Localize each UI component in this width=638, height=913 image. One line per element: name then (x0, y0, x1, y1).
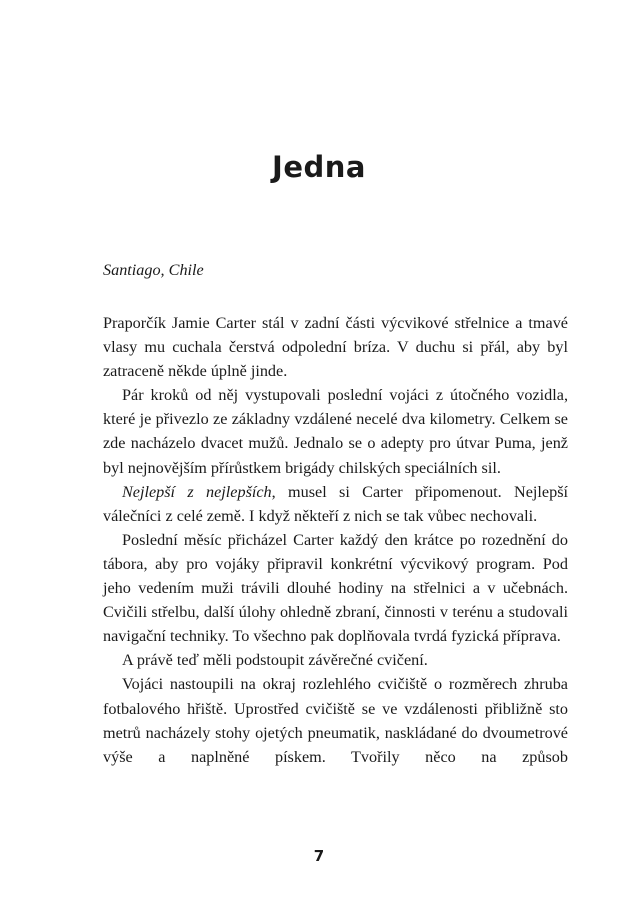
paragraph: Pár kroků od něj vystupovali poslední vojáci z útočného vozidla, které je přivezlo ze základny vzdálené necelé dva kilometry. Celkem se zde nacházelo dvacet mužů. Jednalo se o adepty pro útvar Puma, jenž byl nejnovějším přírůstkem brigády chilských speciálních sil. (103, 386, 568, 477)
place-heading: Santiago, Chile (103, 261, 204, 279)
body-text (103, 311, 568, 769)
chapter-title: Jedna (272, 150, 366, 184)
page-number: 7 (313, 847, 325, 865)
paragraph: Vojáci nastoupili na okraj rozlehlého cvičiště o rozměrech zhruba fotbalového hřiště. Uprostřed cvičiště se ve vzdálenosti přibližně sto metrů nacházely stohy ojetých pneumatik, naskládané do dvoumetrové výše a naplněné pískem. Tvořily něco na způsob (103, 675, 568, 766)
paragraph: Poslední měsíc přicházel Carter každý den krátce po rozednění do tábora, aby pro vojáky připravil konkrétní výcvikový program. Pod jeho vedením muži trávili dlouhé hodiny na střelnici a v učebnách. Cvičili střelbu, další úlohy ohledně zbraní, činnosti v terénu a studovali navigační techniky. To všechno pak doplňovala tvrdá fyzická příprava. (103, 530, 568, 646)
paragraph: A právě teď měli podstoupit závěrečné cvičení. (122, 651, 428, 670)
paragraph: Praporčík Jamie Carter stál v zadní části výcvikové střelnice a tmavé vlasy mu cuchala čerstvá odpolední bríza. V duchu si přál, aby byl zatraceně někde úplně jinde. (103, 314, 568, 381)
italic-phrase: Nejlepší z nejlepších (122, 482, 272, 501)
paragraph-text: , musel si Carter připomenout. Nejlepší válečníci z celé země. I když někteří z nich se tak vůbec nechovali. (103, 482, 569, 525)
paragraph (103, 480, 568, 528)
